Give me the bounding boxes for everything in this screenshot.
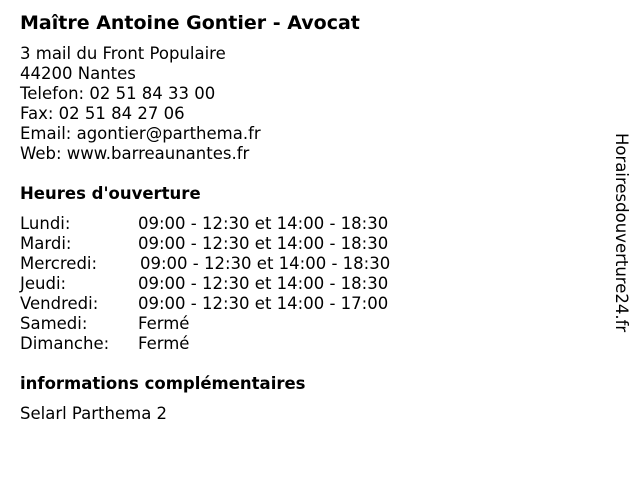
day-label: Dimanche: bbox=[20, 334, 110, 353]
time-range: 09:00 - 12:30 et 14:00 - 17:00 bbox=[138, 294, 389, 313]
time-range: 09:00 - 12:30 et 14:00 - 18:30 bbox=[140, 254, 391, 273]
opening-hours-heading: Heures d'ouverture bbox=[20, 184, 201, 203]
additional-info-heading: informations complémentaires bbox=[20, 374, 306, 393]
page-title: Maître Antoine Gontier - Avocat bbox=[20, 12, 360, 34]
street-address: 3 mail du Front Populaire bbox=[20, 44, 226, 63]
website-address: Web: www.barreaunantes.fr bbox=[20, 144, 250, 163]
day-label: Jeudi: bbox=[20, 274, 67, 293]
phone-number: Telefon: 02 51 84 33 00 bbox=[20, 84, 216, 103]
fax-number: Fax: 02 51 84 27 06 bbox=[20, 104, 185, 123]
watermark-text: Horairesdouverture24.fr bbox=[612, 133, 631, 333]
contact-block bbox=[20, 44, 261, 164]
city-postal-code: 44200 Nantes bbox=[20, 64, 136, 83]
day-label: Samedi: bbox=[20, 314, 88, 333]
email-address: Email: agontier@parthema.fr bbox=[20, 124, 261, 143]
day-label: Mercredi: bbox=[20, 254, 98, 273]
time-range: 09:00 - 12:30 et 14:00 - 18:30 bbox=[138, 214, 389, 233]
day-label: Lundi: bbox=[20, 214, 71, 233]
additional-info-text: Selarl Parthema 2 bbox=[20, 404, 168, 423]
day-label: Vendredi: bbox=[20, 294, 99, 313]
time-range: Fermé bbox=[138, 314, 190, 333]
time-range: 09:00 - 12:30 et 14:00 - 18:30 bbox=[138, 274, 389, 293]
site-watermark bbox=[611, 133, 631, 348]
time-range: Fermé bbox=[138, 334, 190, 353]
time-range: 09:00 - 12:30 et 14:00 - 18:30 bbox=[138, 234, 389, 253]
day-label: Mardi: bbox=[20, 234, 72, 253]
